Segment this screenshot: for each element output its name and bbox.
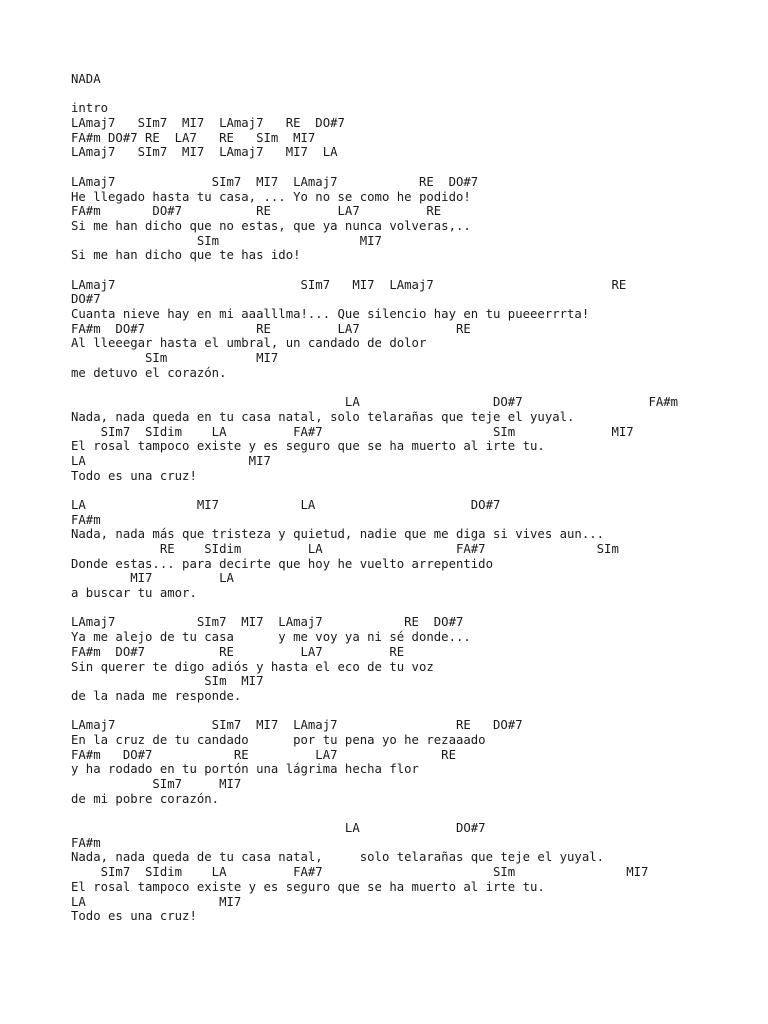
song-line: SIm7 SIdim LA FA#7 SIm MI7 — [71, 424, 634, 439]
stanza-spacer — [71, 601, 768, 616]
song-line: LAmaj7 SIm7 MI7 LAmaj7 RE DO#7 — [71, 615, 464, 630]
stanza — [71, 278, 768, 381]
song-line: MI7 LA — [71, 571, 234, 586]
song-line: LA DO#7 — [71, 821, 486, 836]
song-line: Ya me alejo de tu casa y me voy ya ni sé donde... — [71, 630, 471, 645]
song-line: FA#m DO#7 RE LA7 RE SIm MI7 — [71, 130, 316, 145]
song-line: SIm MI7 — [71, 233, 382, 248]
stanza — [71, 395, 768, 483]
song-line: LA MI7 — [71, 453, 271, 468]
song-line: LAmaj7 SIm7 MI7 LAmaj7 RE DO#7 — [71, 718, 523, 733]
stanza — [71, 615, 768, 703]
stanza — [71, 821, 768, 924]
stanza — [71, 175, 768, 263]
song-line: El rosal tampoco existe y es seguro que se ha muerto al irte tu. — [71, 879, 545, 894]
song-line: Nada, nada queda de tu casa natal, solo telarañas que teje el yuyal. — [71, 850, 605, 865]
song-line: LAmaj7 SIm7 MI7 LAmaj7 RE DO#7 — [71, 174, 479, 189]
song-line: Todo es una cruz! — [71, 468, 197, 483]
song-line: SIm MI7 — [71, 674, 264, 689]
song-sheet — [71, 72, 768, 924]
song-line: Si me han dicho que te has ido! — [71, 248, 301, 263]
song-line: me detuvo el corazón. — [71, 365, 227, 380]
song-line: FA#m — [71, 512, 101, 527]
song-line: y ha rodado en tu portón una lágrima hecha flor — [71, 762, 419, 777]
song-line: de la nada me responde. — [71, 688, 242, 703]
song-line: LA MI7 — [71, 894, 242, 909]
song-line: FA#m DO#7 RE LA7 RE — [71, 204, 442, 219]
song-line: He llegado hasta tu casa, ... Yo no se como he podido! — [71, 189, 471, 204]
song-line: de mi pobre corazón. — [71, 791, 220, 806]
song-line: FA#m DO#7 RE LA7 RE — [71, 644, 405, 659]
song-line: LAmaj7 SIm7 MI7 LAmaj7 RE — [71, 277, 627, 292]
song-line: Cuanta nieve hay en mi aaalllma!... Que silencio hay en tu pueeerrrta! — [71, 307, 590, 321]
song-line: FA#m DO#7 RE LA7 RE — [71, 321, 471, 336]
song-line: FA#m — [71, 835, 101, 850]
song-line: SIm7 MI7 — [71, 777, 242, 791]
song-line: Donde estas... para decirte que hoy he vuelto arrepentido — [71, 556, 493, 571]
song-body — [71, 87, 768, 924]
song-line: FA#m DO#7 RE LA7 RE — [71, 747, 456, 762]
stanza-spacer — [71, 87, 768, 102]
song-line: En la cruz de tu candado por tu pena yo he rezaaado — [71, 732, 486, 747]
song-line: a buscar tu amor. — [71, 586, 197, 601]
song-line: LAmaj7 SIm7 MI7 LAmaj7 RE DO#7 — [71, 116, 345, 131]
stanza-spacer — [71, 704, 768, 719]
stanza — [71, 718, 768, 806]
song-line: El rosal tampoco existe y es seguro que se ha muerto al irte tu. — [71, 439, 545, 454]
song-line: Nada, nada más que tristeza y quietud, nadie que me diga si vives aun... — [71, 527, 605, 542]
stanza-spacer — [71, 483, 768, 498]
song-line: Sin querer te digo adiós y hasta el eco de tu voz — [71, 659, 434, 674]
stanza-spacer — [71, 160, 768, 175]
song-line: SIm MI7 — [71, 351, 279, 366]
song-line: Si me han dicho que no estas, que ya nunca volveras,.. — [71, 218, 471, 233]
stanza — [71, 498, 768, 601]
song-line: LA DO#7 FA#m — [71, 395, 679, 410]
song-line: LAmaj7 SIm7 MI7 LAmaj7 MI7 LA — [71, 145, 338, 160]
stanza-spacer — [71, 806, 768, 821]
intro-block — [71, 101, 768, 160]
song-line: Nada, nada queda en tu casa natal, solo telarañas que teje el yuyal. — [71, 409, 575, 424]
song-line: LA MI7 LA DO#7 — [71, 497, 501, 512]
song-line: DO#7 — [71, 292, 101, 307]
song-line: intro — [71, 101, 109, 116]
song-line: SIm7 SIdim LA FA#7 SIm MI7 — [71, 865, 649, 880]
stanza-spacer — [71, 263, 768, 278]
song-line: Todo es una cruz! — [71, 909, 197, 924]
stanza-spacer — [71, 380, 768, 395]
song-line: RE SIdim LA FA#7 SIm — [71, 542, 619, 556]
song-title: NADA — [71, 72, 101, 86]
song-line: Al lleeegar hasta el umbral, un candado de dolor — [71, 336, 427, 351]
